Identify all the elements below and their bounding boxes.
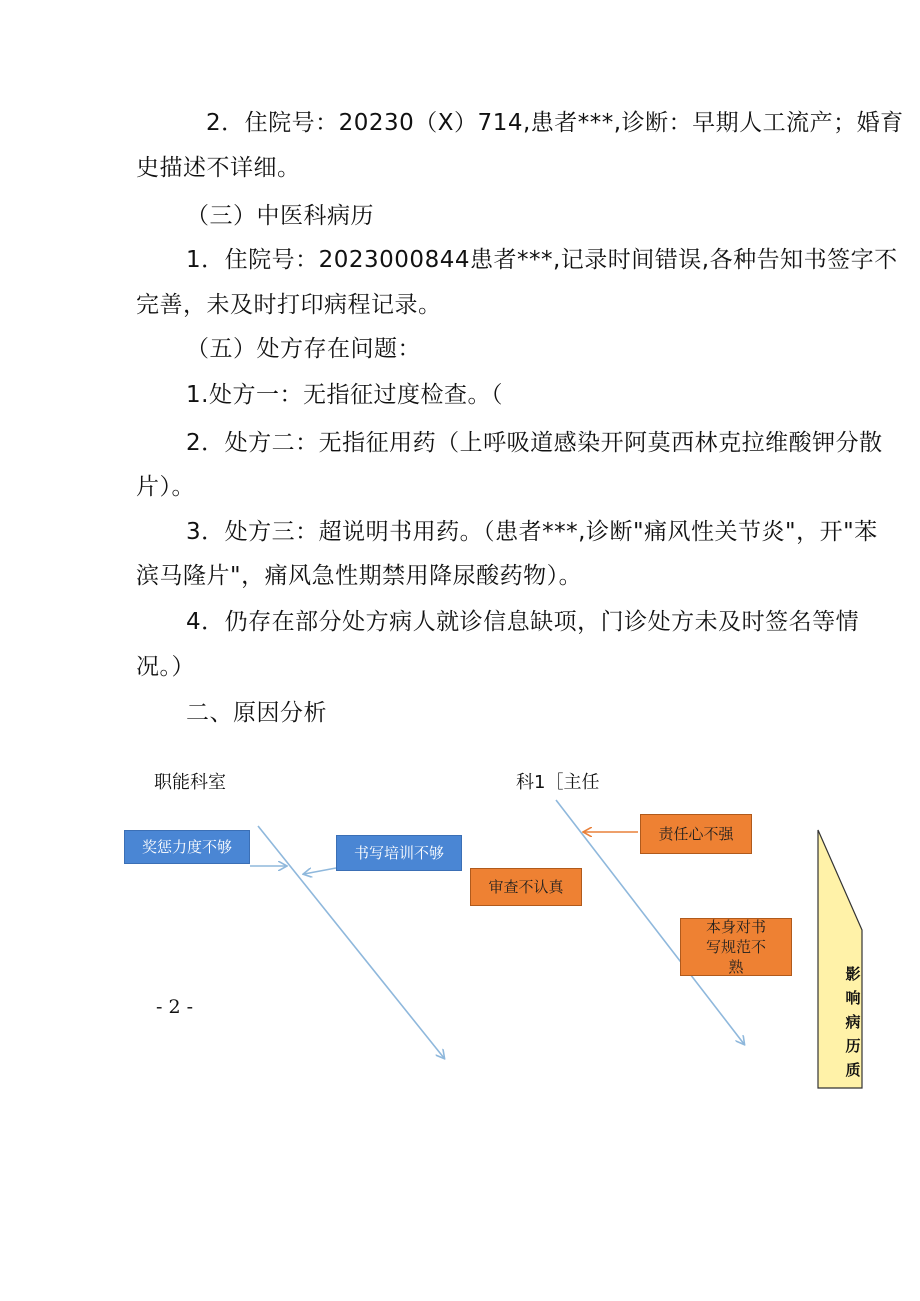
section-heading-tcm: （三）中医科病历 (186, 203, 374, 229)
category-label-department-head: 科1［主任 (516, 772, 600, 793)
text-line-5: 完善，未及时打印病程记录。 (136, 292, 442, 318)
effect-label: 影响病历质 (845, 965, 861, 1079)
cause-box-training: 书写培训不够 (336, 835, 462, 871)
category-label-functional-dept: 职能科室 (154, 772, 226, 793)
text-line-9: 片）。 (136, 474, 195, 500)
text-line-2: 史描述不详细。 (136, 155, 301, 181)
cause-box-responsibility: 责任心不强 (640, 814, 752, 854)
text-line-10: 3．处方三：超说明书用药。（患者***,诊断"痛风性关节炎"，开"苯 (186, 519, 878, 545)
text-line-13: 况。） (136, 654, 195, 680)
section-heading-cause-analysis: 二、原因分析 (186, 700, 327, 726)
text-line-12: 4．仍存在部分处方病人就诊信息缺项，门诊处方未及时签名等情 (186, 609, 860, 635)
section-heading-prescription: （五）处方存在问题： (186, 336, 421, 362)
text-line-1: 2．住院号：20230（X）714,患者***,诊断：早期人工流产；婚育 (206, 110, 904, 136)
cause-box-unfamiliar: 本身对书写规范不熟 (680, 918, 792, 976)
cause-box-reward: 奖惩力度不够 (124, 830, 250, 864)
arrow-training (304, 868, 336, 874)
text-line-11: 滨马隆片"，痛风急性期禁用降尿酸药物）。 (136, 563, 583, 589)
text-line-8: 2．处方二：无指征用药（上呼吸道感染开阿莫西林克拉维酸钾分散 (186, 430, 883, 456)
text-line-7: 1.处方一：无指征过度检查。（ (186, 382, 503, 408)
text-line-4: 1．住院号：2023000844患者***,记录时间错误,各种告知书签字不 (186, 247, 898, 273)
page-number: - 2 - (156, 996, 194, 1018)
cause-box-review: 审查不认真 (470, 868, 582, 906)
